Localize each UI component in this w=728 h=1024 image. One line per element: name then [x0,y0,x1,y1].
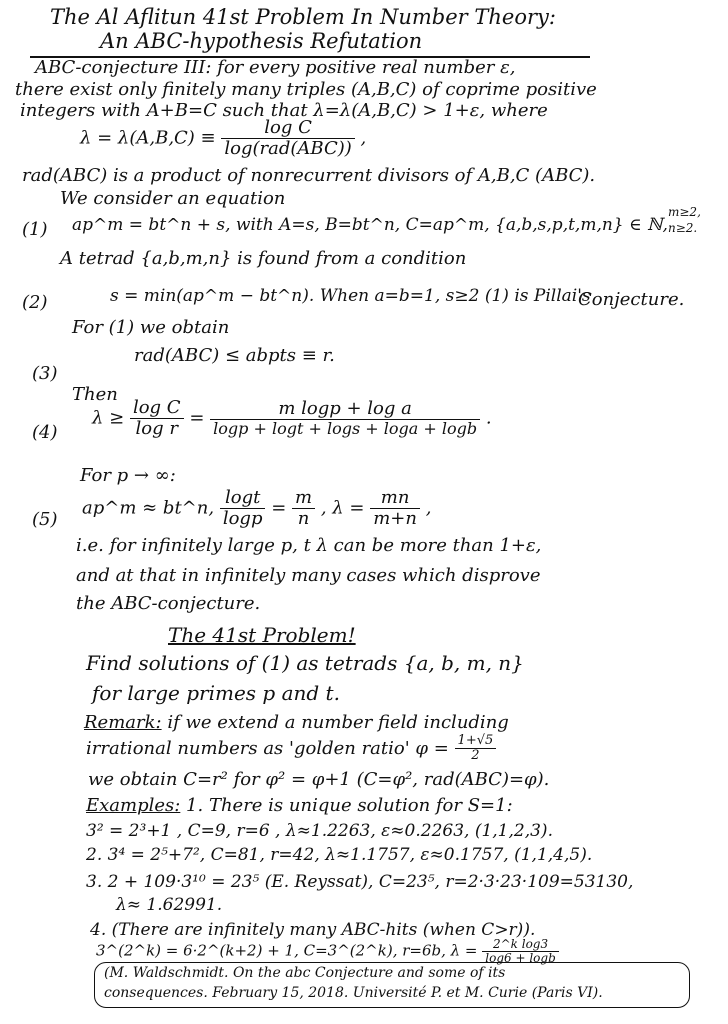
example-4: 4. (There are infinitely many ABC-hits (when C>r)). [90,920,536,940]
document-title: The Al Aflitun 41st Problem In Number Theory: [50,5,556,29]
problem-line-1: Find solutions of (1) as tetrads {a, b, m, n} [86,651,524,675]
ie-line-1: i.e. for infinitely large p, t λ can be more than 1+ε, [76,535,542,556]
example-2: 2. 3⁴ = 2⁵+7², C=81, r=42, λ≈1.1757, ε≈0.1757, (1,1,4,5). [86,845,593,865]
lambda-numerator: log C [221,118,354,139]
example-4-formula: 3^(2^k) = 6·2^(k+2) + 1, C=3^(2^k), r=6b, λ = $\frac{\text{2\textasciicircum{}k log3}}{\log 6 + \log b}$ [96,938,559,965]
lambda-definition: λ = λ(A,B,C) ≡ $\frac{\text{log C}}{\text{log(rad(ABC))}}$ , [80,117,367,159]
equation-5-frac1-num: logt [220,488,266,509]
document-subtitle: An ABC-hypothesis Refutation [100,29,423,53]
equation-1-cond-n: n≥2. [668,221,698,235]
examples-head: Examples: [86,795,181,816]
equation-4-label: (4) [32,422,58,443]
conjecture-line-2: there exist only finitely many triples (A,B,C) of coprime positive [15,79,597,100]
equation-4-frac1-den: log r [135,417,178,439]
equation-4-frac2-num: m logp + log a [210,399,480,420]
examples-line-1: Examples: 1. There is unique solution for S=1: [86,795,513,816]
equation-4-frac2-den: logp + logt + logs + loga + logb [213,418,478,438]
equation-5-frac3-den: m+n [373,507,417,529]
equation-5-frac3-num: mn [370,488,420,509]
equation-5-frac2-den: n [297,507,310,529]
example-1: 3² = 2³+1 , C=9, r=6 , λ≈1.2263, ε≈0.2263, (1,1,2,3). [86,821,553,841]
equation-2: s = min(ap^m − bt^n). When a=b=1, s≥2 (1) is Pillai's [110,286,591,306]
rad-definition: rad(ABC) is a product of nonrecurrent divisors of A,B,C (ABC). [22,165,596,186]
then-line: Then [72,384,118,405]
equation-3: rad(ABC) ≤ abpts ≡ r. [134,345,335,366]
equation-5-label: (5) [32,509,58,530]
example-3-lambda: λ≈ 1.62991. [116,895,223,915]
equation-2-label: (2) [22,292,48,313]
problem-line-2: for large primes p and t. [92,681,340,705]
consider-line: We consider an equation [60,188,286,209]
conjecture-statement: ABC-conjecture III: for every positive real number ε, [35,57,516,78]
phi-numerator: 1+√5 [455,734,497,749]
remark-line-3: we obtain C=r² for φ² = φ+1 (C=φ², rad(ABC)=φ). [88,769,550,790]
lambda-denominator: log(rad(ABC)) [224,137,352,159]
equation-5: ap^m ≈ bt^n, $\frac{\log t}{\log p}$ = $\frac{m}{n}$ , λ = $\frac{mn}{m+n}$ , [82,487,432,529]
remark-line-2: irrational numbers as 'golden ratio' φ = $\frac{1+√5}{2}$ [86,734,496,764]
equation-2-continuation: Conjecture. [578,289,685,310]
remark-line-1: Remark: if we extend a number field including [84,712,509,733]
example-3: 3. 2 + 109·3¹⁰ = 23⁵ (E. Reyssat), C=23⁵, r=2·3·23·109=53130, [86,872,634,892]
for-1-line: For (1) we obtain [72,317,230,338]
tetrad-line: A tetrad {a,b,m,n} is found from a condition [60,248,467,269]
equation-5-frac2-num: m [292,488,315,509]
equation-1-cond-m: m≥2, [668,205,701,219]
equation-1: ap^m = bt^n + s, with A=s, B=bt^n, C=ap^m, {a,b,s,p,t,m,n} ∈ ℕ, [72,215,668,235]
equation-4: λ ≥ $\frac{\text{log C}}{\text{log r}}$ = $\frac{\text{m logp + log a}}{\log p + \log t + \log s + \log a + \log b}$ . [92,397,492,439]
example-4-den: log6 + logb [485,951,556,966]
example-4-num: 2^k log3 [482,938,559,952]
remark-head: Remark: [84,712,162,733]
ie-line-2: and at that in infinitely many cases which disprove [76,565,541,586]
problem-heading: The 41st Problem! [168,623,356,647]
citation-line-1: (M. Waldschmidt. On the abc Conjecture and some of its [104,965,506,981]
for-p-line: For p → ∞: [80,465,176,486]
equation-3-label: (3) [32,363,58,384]
ie-line-3: the ABC-conjecture. [76,593,261,614]
equation-1-label: (1) [22,219,48,240]
equation-5-frac1-den: logp [222,507,263,529]
phi-denominator: 2 [471,748,480,764]
conjecture-line-3: integers with A+B=C such that λ=λ(A,B,C) > 1+ε, where [20,100,548,121]
equation-4-frac1-num: log C [130,398,184,419]
citation-line-2: consequences. February 15, 2018. Université P. et M. Curie (Paris VI). [104,985,603,1001]
